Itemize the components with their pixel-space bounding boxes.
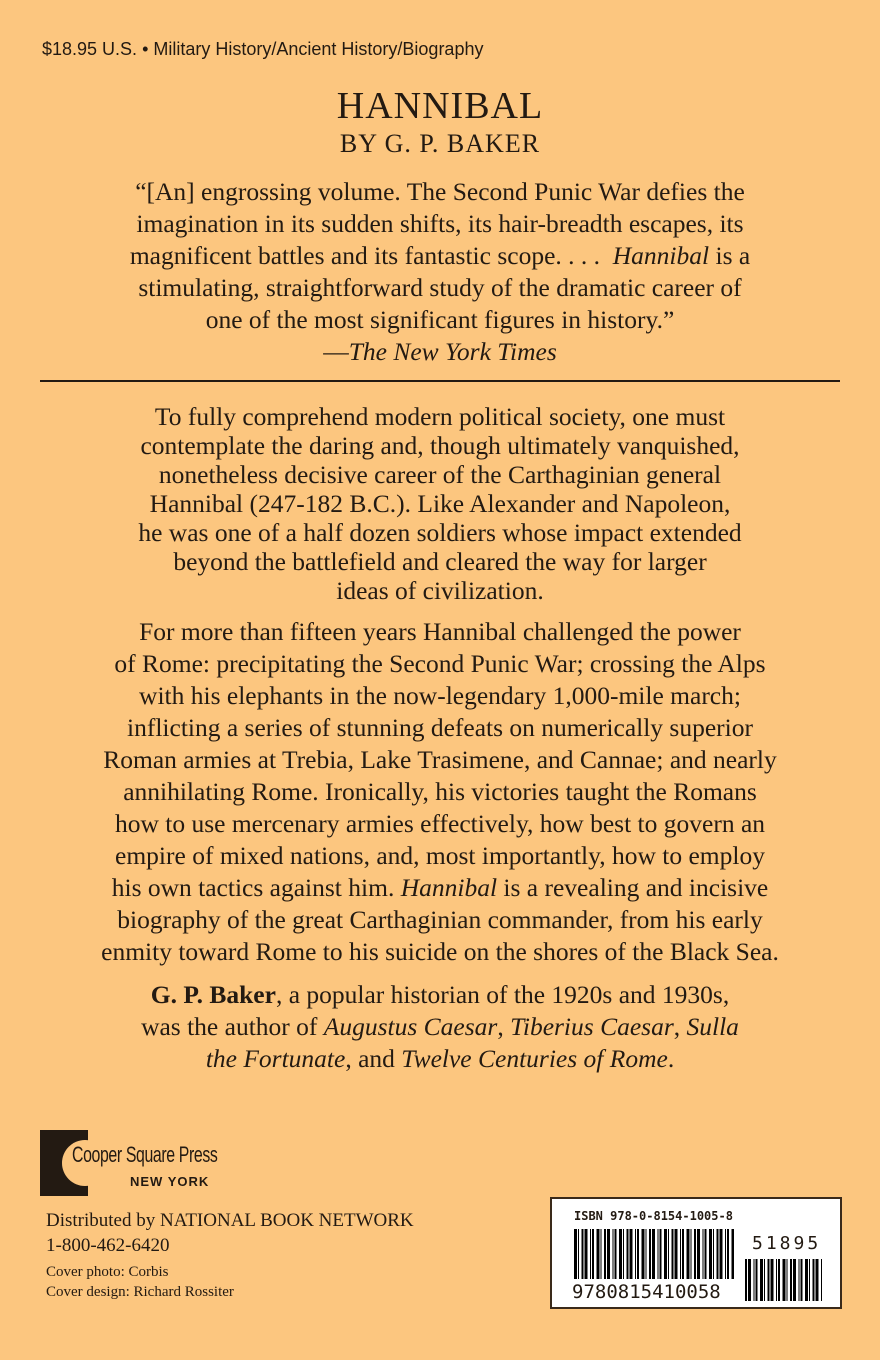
barcode-bar [809,1259,810,1301]
text-segment: one of the most significant figures in history.” [205,305,675,334]
text-segment: annihilating Rome. Ironically, his victories taught the Romans [123,777,757,806]
text-line [0,776,880,808]
barcode-bar [680,1229,681,1279]
italic-text: The New York Times [348,337,557,366]
text-segment: biography of the great Carthaginian commander, from his early [117,905,763,934]
barcode-bar [813,1259,815,1301]
text-line [0,979,880,1011]
barcode-bar [687,1229,690,1279]
barcode-bar [574,1229,577,1279]
book-byline: BY G. P. BAKER [339,129,541,158]
text-segment: is a [709,241,751,270]
text-segment: how to use mercenary armies effectively, how best to govern an [114,809,766,838]
barcode-bar [748,1259,751,1301]
isbn-barcode [550,1197,842,1309]
text-segment: magnificent battles and its fantastic scope. . . . [129,241,613,270]
barcode-bar [615,1229,617,1279]
text-segment: inflicting a series of stunning defeats on numerically superior [127,713,753,742]
text-segment: ideas of civilization. [336,576,544,605]
distributor: Distributed by NATIONAL BOOK NETWORK [46,1210,414,1231]
barcode-bar [658,1229,659,1279]
text-line [0,176,880,208]
text-line [0,304,880,336]
barcode-bar [623,1229,624,1279]
text-line [0,460,880,489]
text-segment: For more than fifteen years Hannibal challenged the power [139,617,741,646]
text-segment: imagination in its sudden shifts, its hair-breadth escapes, its [136,209,744,238]
text-segment: with his elephants in the now-legendary 1,000-mile march; [139,681,741,710]
book-title: HANNIBAL [336,85,544,127]
barcode-bar [691,1229,692,1279]
text-segment: , a popular historian of the 1920s and 1930s, [275,980,730,1009]
barcode-bar [754,1259,755,1301]
text-line [0,712,880,744]
barcode-bar [727,1229,729,1279]
text-segment: his own tactics against him. [111,873,401,902]
barcode-bar [778,1259,780,1301]
text-line [0,547,880,576]
text-segment: — [323,337,349,366]
barcode-bar [601,1229,602,1279]
text-segment: , [673,1012,687,1041]
barcode-bar [613,1229,614,1279]
barcode-bar [805,1259,808,1301]
barcode-bars-icon [574,1229,734,1279]
barcode-bar [660,1229,662,1279]
italic-text: the Fortunate [205,1044,346,1073]
text-line [0,616,880,648]
text-segment: contemplate the daring and, though ultimately vanquished, [140,431,740,460]
divider [40,380,840,382]
barcode-bar [732,1229,735,1279]
text-line [0,402,880,431]
barcode-bar [637,1229,639,1279]
ean-number: 9780815410058 [572,1281,721,1303]
description-paragraph-1 [0,402,880,605]
text-segment: Hannibal (247-182 B.C.). Like Alexander and Napoleon, [149,489,731,518]
barcode-bar [768,1259,770,1301]
text-line [0,272,880,304]
publisher-city: NEW YORK [130,1174,210,1189]
barcode-bar [652,1229,655,1279]
publisher-logo [40,1130,225,1196]
text-segment: “[An] engrossing volume. The Second Punic War defies the [135,177,745,206]
barcode-bar [764,1259,765,1301]
barcode-bar [694,1229,696,1279]
text-segment: enmity toward Rome to his suicide on the shores of the Black Sea. [101,937,779,966]
text-segment: Roman armies at Trebia, Lake Trasimene, and Cannae; and nearly [103,745,777,774]
text-line [0,808,880,840]
barcode-bar [745,1259,747,1301]
barcode-bar [709,1229,712,1279]
barcode-bar [582,1229,584,1279]
barcode-bar [705,1229,707,1279]
barcode-bar [821,1259,822,1301]
text-line [0,744,880,776]
barcode-bar [776,1259,777,1301]
barcode-bar [771,1259,774,1301]
barcode-bar [664,1229,667,1279]
publisher-name: Cooper Square Press [72,1142,218,1167]
isbn-text: ISBN 978-0-8154-1005-8 [574,1209,733,1223]
text-line [0,576,880,605]
text-line [0,680,880,712]
text-segment: he was one of a half dozen soldiers whose impact extended [138,518,742,547]
text-segment: of Rome: precipitating the Second Punic War; crossing the Alps [114,649,766,678]
bold-text: G. P. Baker [150,980,276,1009]
text-segment: is a revealing and incisive [497,873,769,902]
barcode-bar [604,1229,606,1279]
barcode-bar [787,1259,788,1301]
text-line [0,936,880,968]
text-segment: , [497,1012,511,1041]
review-quote [0,176,880,368]
text-line [0,518,880,547]
barcode-bar [635,1229,636,1279]
barcode-bar [672,1229,674,1279]
barcode-bar [756,1259,758,1301]
barcode-bar [630,1229,633,1279]
barcode-bar [713,1229,714,1279]
cover-photo-credit: Cover photo: Corbis [46,1264,169,1280]
author-bio [0,979,880,1075]
text-segment: nonetheless decisive career of the Carthaginian general [158,460,722,489]
barcode-bar [646,1229,647,1279]
price-code: 51895 [752,1233,822,1254]
barcode-bar [725,1229,726,1279]
barcode-bar [703,1229,704,1279]
barcode-bar [816,1259,819,1301]
barcode-bar [783,1259,786,1301]
italic-text: Twelve Centuries of Rome [401,1044,668,1073]
text-segment: To fully comprehend modern political society, one must [154,402,726,431]
description-paragraph-2 [0,616,880,968]
barcode-bar [720,1229,723,1279]
text-line [0,1011,880,1043]
italic-text: Hannibal [612,241,710,270]
barcode-bar [801,1259,803,1301]
text-line [0,431,880,460]
barcode-bar [607,1229,610,1279]
barcode-bar [578,1229,579,1279]
barcode-bar [697,1229,700,1279]
text-segment: empire of mixed nations, and, most importantly, how to employ [115,841,765,870]
text-segment: . [667,1044,675,1073]
italic-text: Tiberius Caesar [510,1012,674,1041]
cover-design-credit: Cover design: Richard Rossiter [46,1284,234,1300]
barcode-bar [717,1229,719,1279]
barcode-bar [675,1229,678,1279]
text-line [0,336,880,368]
price-barcode-bars-icon [745,1259,825,1301]
barcode-bar [642,1229,645,1279]
italic-text: Sulla [686,1012,739,1041]
barcode-bar [760,1259,763,1301]
barcode-bar [799,1259,800,1301]
barcode-bar [627,1229,629,1279]
barcode-bar [668,1229,669,1279]
text-segment: was the author of [141,1012,324,1041]
italic-text: Augustus Caesar [323,1012,498,1041]
barcode-bar [619,1229,622,1279]
barcode-bar [585,1229,588,1279]
text-line [0,489,880,518]
text-line [0,840,880,872]
barcode-bar [592,1229,594,1279]
text-line [0,1043,880,1075]
price-category-line: $18.95 U.S. • Military History/Ancient History/Biography [42,39,484,59]
barcode-bar [597,1229,600,1279]
barcode-bar [790,1259,792,1301]
text-segment: stimulating, straightforward study of the dramatic career of [138,273,742,302]
text-line [0,872,880,904]
text-segment: , and [345,1044,402,1073]
text-line [0,648,880,680]
barcode-bar [793,1259,796,1301]
distributor-phone: 1-800-462-6420 [46,1235,170,1256]
text-segment: beyond the battlefield and cleared the way for larger [173,547,707,576]
italic-text: Hannibal [400,873,498,902]
barcode-bar [649,1229,651,1279]
text-line [0,208,880,240]
text-line [0,904,880,936]
barcode-bar [590,1229,591,1279]
text-line [0,240,880,272]
barcode-bar [682,1229,684,1279]
